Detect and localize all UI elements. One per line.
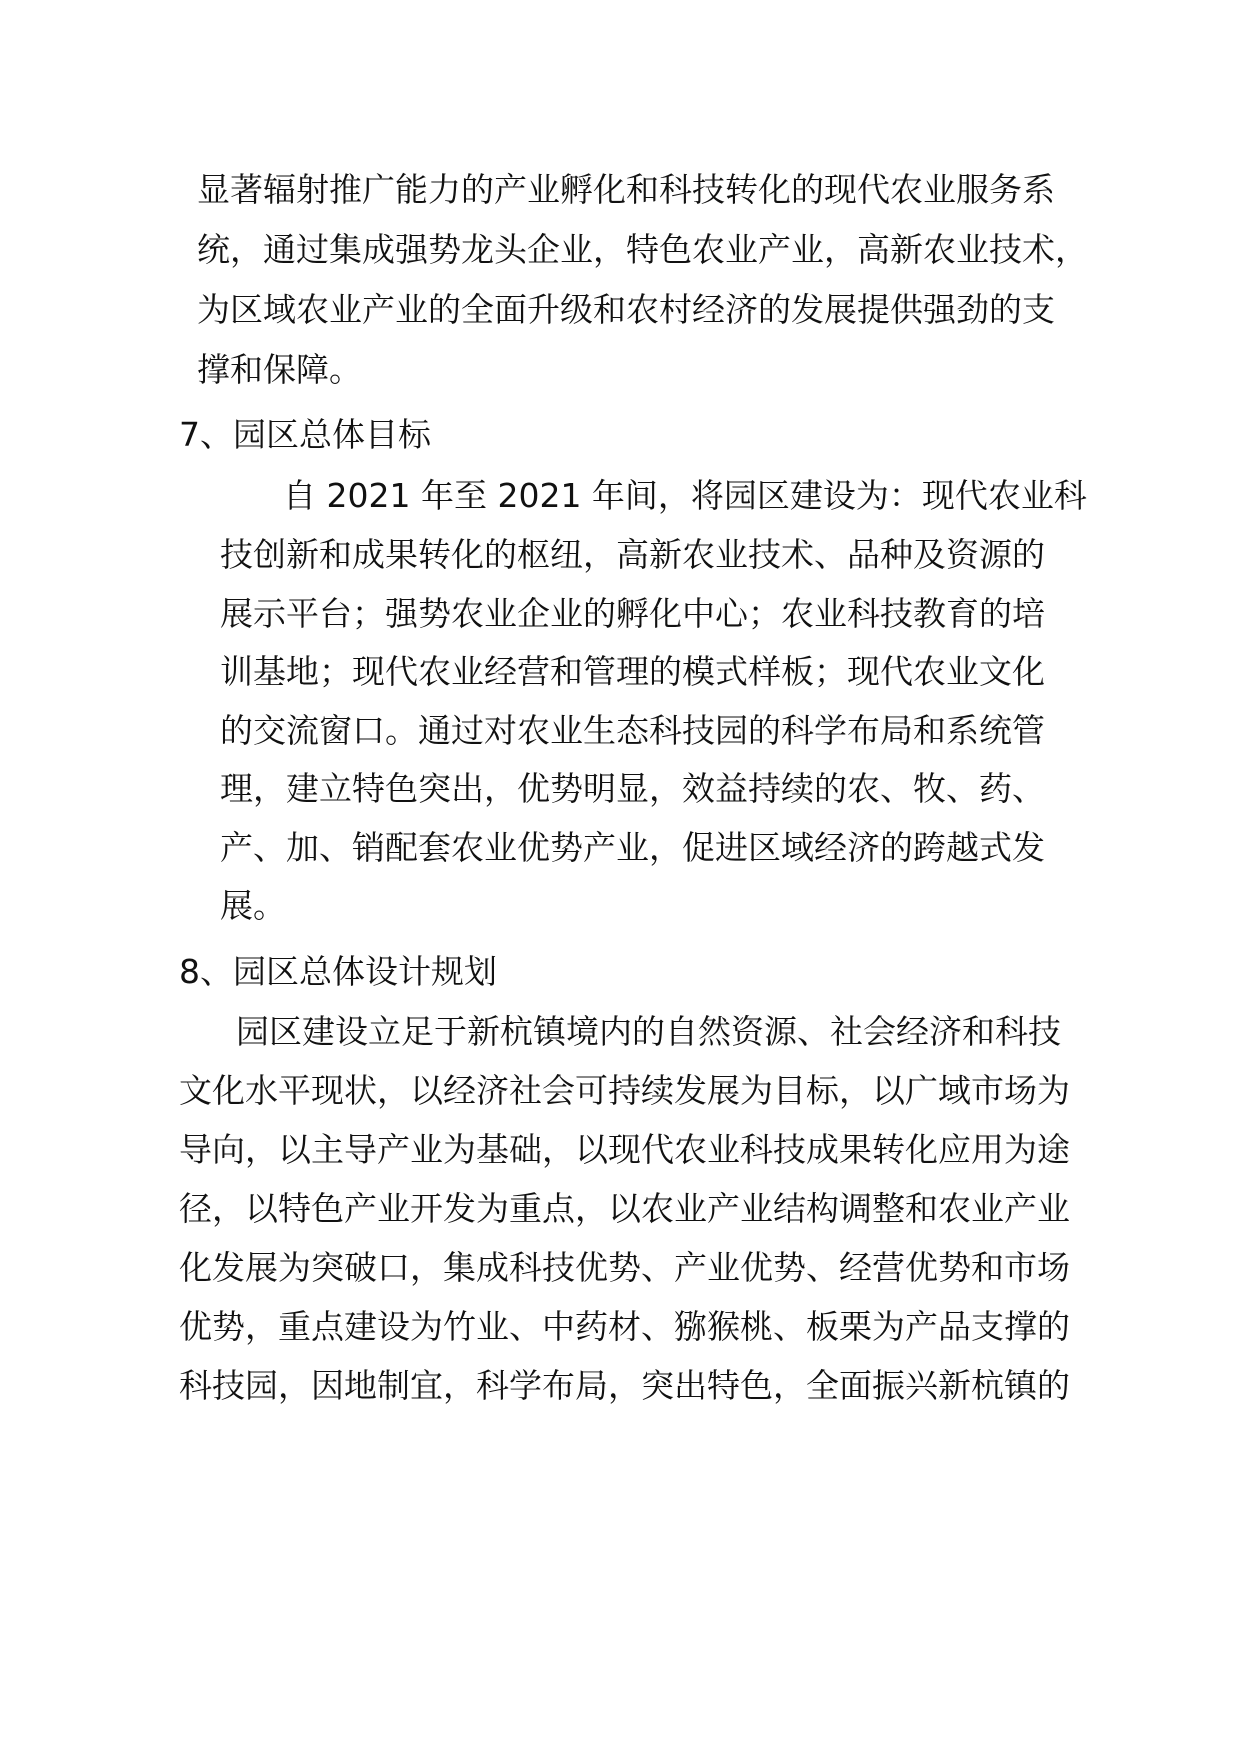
section-heading: 7、园区总体目标	[179, 415, 431, 454]
paragraph-line: 显著辐射推广能力的产业孵化和科技转化的现代农业服务系	[197, 170, 1055, 209]
paragraph-line: 展。	[220, 886, 286, 925]
paragraph-line: 的交流窗口。通过对农业生态科技园的科学布局和系统管	[220, 711, 1045, 750]
paragraph-line: 文化水平现状，以经济社会可持续发展为目标，以广域市场为	[179, 1071, 1070, 1110]
paragraph-line: 为区域农业产业的全面升级和农村经济的发展提供强劲的支	[197, 290, 1055, 329]
paragraph-line: 自 2021 年至 2021 年间，将园区建设为：现代农业科	[283, 476, 1087, 515]
section-heading: 8、园区总体设计规划	[179, 952, 497, 991]
paragraph-line: 训基地；现代农业经营和管理的模式样板；现代农业文化	[220, 652, 1045, 691]
paragraph-line: 产、加、销配套农业优势产业，促进区域经济的跨越式发	[220, 828, 1045, 867]
paragraph-line: 撑和保障。	[197, 350, 362, 389]
paragraph-line: 展示平台；强势农业企业的孵化中心；农业科技教育的培	[220, 594, 1045, 633]
paragraph-line: 技创新和成果转化的枢纽，高新农业技术、品种及资源的	[220, 535, 1045, 574]
paragraph-line: 统，通过集成强势龙头企业，特色农业产业，高新农业技术，	[197, 230, 1088, 269]
paragraph-line: 导向，以主导产业为基础，以现代农业科技成果转化应用为途	[179, 1130, 1070, 1169]
paragraph-line: 园区建设立足于新杭镇境内的自然资源、社会经济和科技	[236, 1012, 1061, 1051]
paragraph-line: 径，以特色产业开发为重点，以农业产业结构调整和农业产业	[179, 1189, 1070, 1228]
paragraph-line: 科技园，因地制宜，科学布局，突出特色，全面振兴新杭镇的	[179, 1366, 1070, 1405]
paragraph-line: 化发展为突破口，集成科技优势、产业优势、经营优势和市场	[179, 1248, 1070, 1287]
paragraph-line: 优势，重点建设为竹业、中药材、猕猴桃、板栗为产品支撑的	[179, 1307, 1070, 1346]
paragraph-line: 理，建立特色突出，优势明显，效益持续的农、牧、药、	[220, 769, 1045, 808]
